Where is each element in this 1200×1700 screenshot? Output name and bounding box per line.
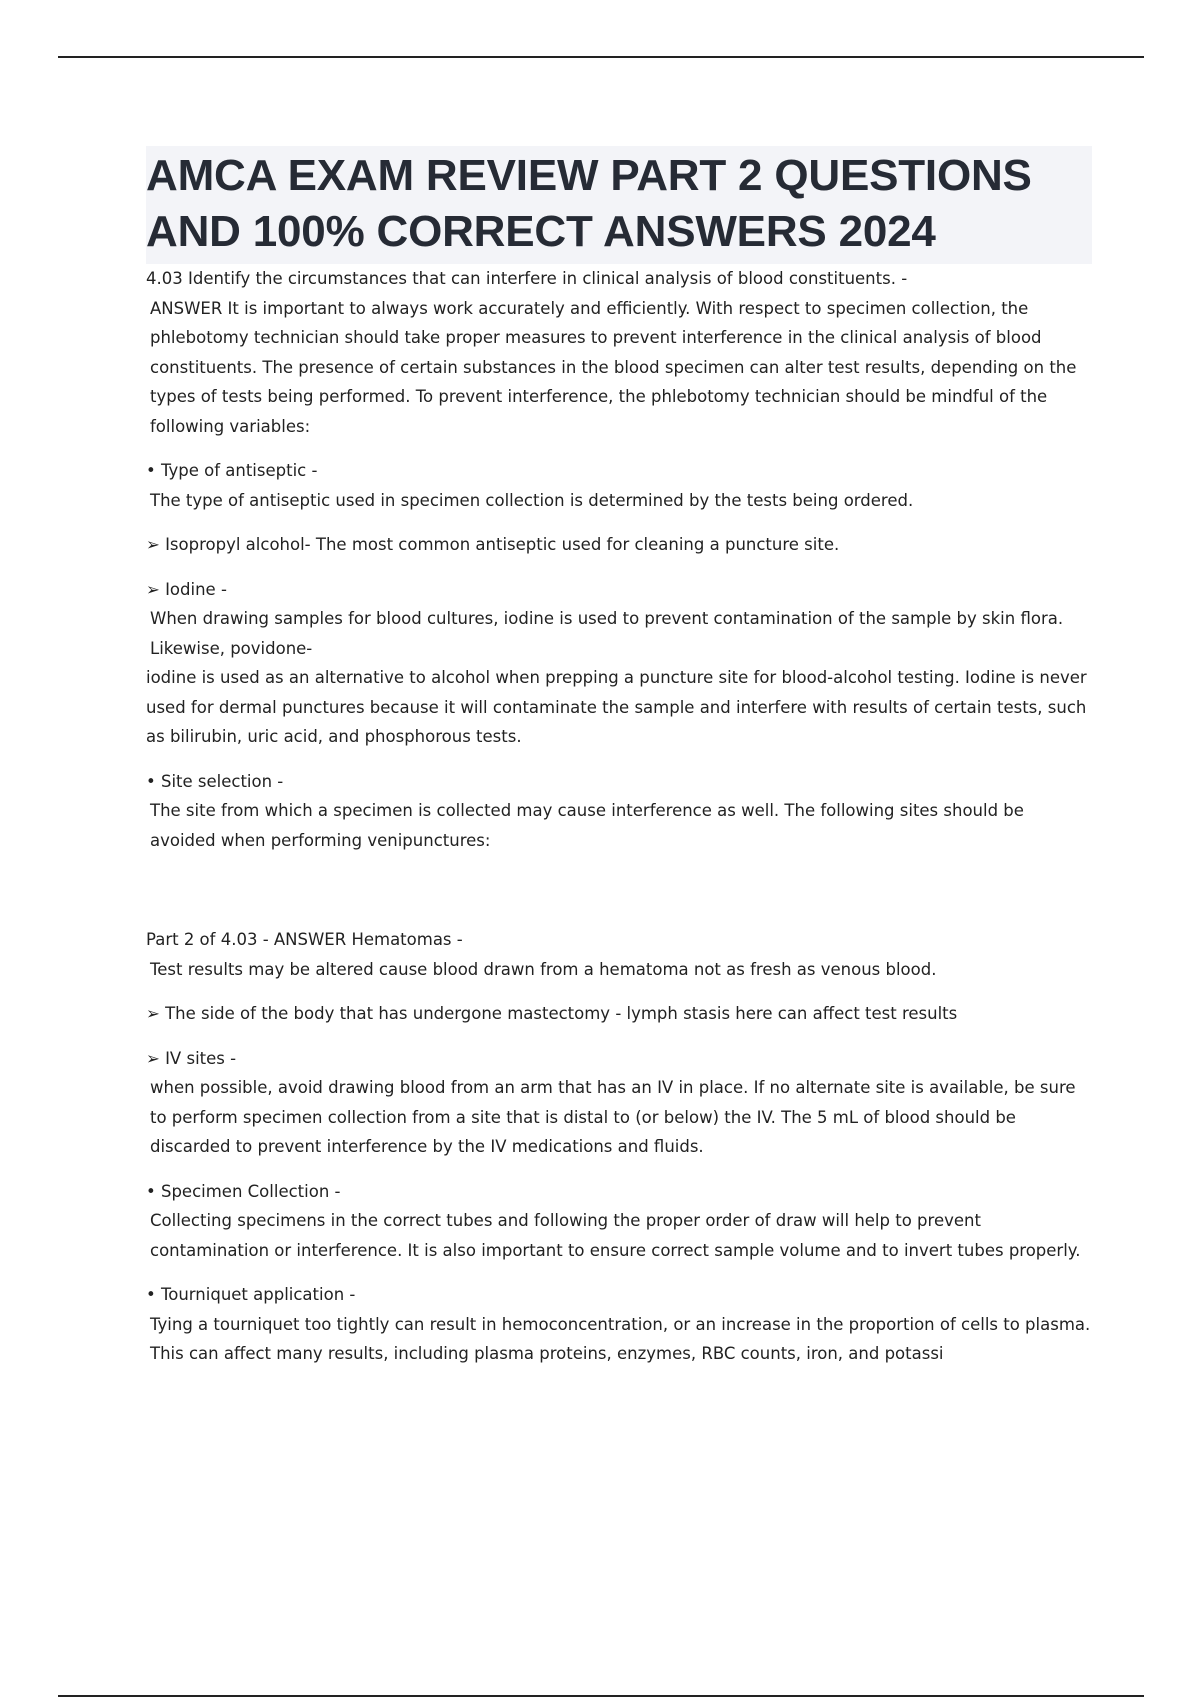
answer-paragraph: ANSWER It is important to always work accurately and efficiently. With respect to specimen collection, the phlebotomy technician should take proper measures to prevent interference in the clinical analysis of blood constituents. The presence of certain substances in the blood specimen can alter test results, depending on the types of tests being performed. To prevent interference, the phlebotomy technician should be mindful of the following variables: xyxy=(150,298,1077,436)
bullet-heading-specimen: • Specimen Collection - xyxy=(146,1181,341,1201)
question-heading: 4.03 Identify the circumstances that can interfere in clinical analysis of blood constituents. - xyxy=(146,269,908,288)
subbullet-isopropyl: ➢ Isopropyl alcohol- The most common antiseptic used for cleaning a puncture site. xyxy=(146,535,840,554)
bullet-body-site: The site from which a specimen is collected may cause interference as well. The following sites should be avoided when performing venipunctures: xyxy=(150,801,1024,850)
bullet-heading-site: • Site selection - xyxy=(146,771,284,791)
subbullet-mastectomy: ➢ The side of the body that has undergone mastectomy - lymph stasis here can affect test results xyxy=(146,1004,958,1023)
bullet-heading-antiseptic: • Type of antiseptic - xyxy=(146,461,318,480)
bullet-body-antiseptic: The type of antiseptic used in specimen collection is determined by the tests being ordered. xyxy=(150,490,914,510)
subbullet-iv-body: when possible, avoid drawing blood from an arm that has an IV in place. If no alternate site is available, be sure to perform specimen collection from a site that is distal to (or below) the IV. The 5 mL of blood should be discarded to prevent interference by the IV medications and fluids. xyxy=(150,1078,1076,1156)
document-text xyxy=(146,264,1092,1369)
header-rule xyxy=(58,56,1144,58)
footer-rule xyxy=(58,1695,1144,1697)
answer-hematomas: Test results may be altered cause blood drawn from a hematoma not as fresh as venous blood. xyxy=(150,959,937,979)
title-banner xyxy=(146,146,1092,264)
bullet-body-specimen: Collecting specimens in the correct tubes and following the proper order of draw will help to prevent contamination or interference. It is also important to ensure correct sample volume and to invert tubes properly. xyxy=(150,1211,1081,1260)
question-heading-part2: Part 2 of 4.03 - ANSWER Hematomas - xyxy=(146,930,463,949)
subbullet-iodine-body-cont: iodine is used as an alternative to alcohol when prepping a puncture site for blood-alcohol testing. Iodine is never used for dermal punctures because it will contaminate the sample and interfere with results of certain tests, such as bilirubin, uric acid, and phosphorous tests. xyxy=(146,668,1087,746)
subbullet-iodine-body: When drawing samples for blood cultures, iodine is used to prevent contamination of the sample by skin flora. Likewise, povidone- xyxy=(150,609,1064,658)
bullet-heading-tourniquet: • Tourniquet application - xyxy=(146,1285,356,1304)
bullet-body-tourniquet: Tying a tourniquet too tightly can result in hemoconcentration, or an increase in the proportion of cells to plasma. This can affect many results, including plasma proteins, enzymes, RBC counts, iron, and potassi xyxy=(150,1314,1091,1363)
subbullet-iv-heading: ➢ IV sites - xyxy=(146,1048,237,1068)
document-body xyxy=(146,146,1092,1369)
document-title: AMCA EXAM REVIEW PART 2 QUESTIONS AND 100% CORRECT ANSWERS 2024 xyxy=(146,151,1032,256)
subbullet-iodine-heading: ➢ Iodine - xyxy=(146,579,227,599)
